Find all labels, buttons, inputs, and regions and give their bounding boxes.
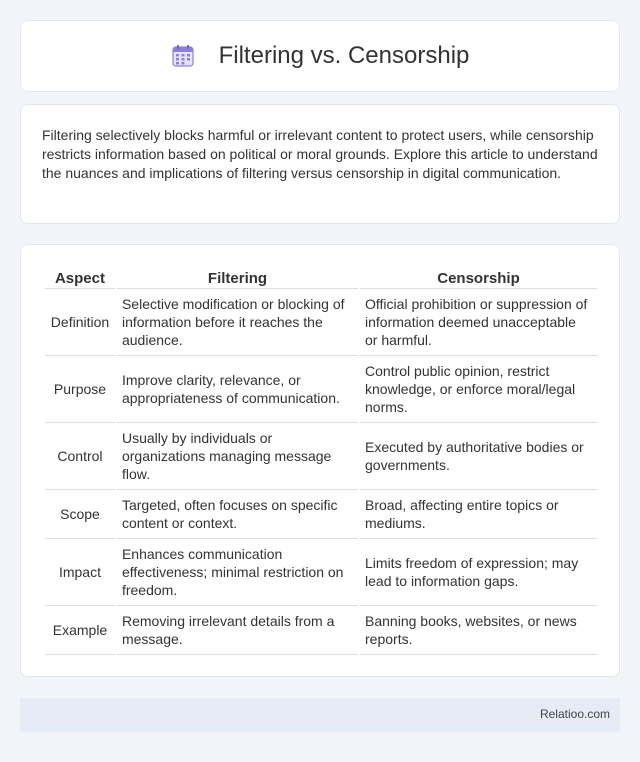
cell-aspect: Control [45,423,115,490]
cell-filtering: Removing irrelevant details from a message. [117,606,358,655]
page-title: Filtering vs. Censorship [218,42,470,69]
cell-aspect: Definition [45,289,115,356]
intro-text: Filtering selectively blocks harmful or irrelevant content to protect users, while censorship restricts information based on political or moral grounds. Explore this article to understand the nuances and implications of filtering versus censorship in digital communication. [42,127,598,181]
table-row [45,606,597,655]
cell-censorship: Executed by authoritative bodies or governments. [360,423,597,490]
cell-censorship: Banning books, websites, or news reports. [360,606,597,655]
header-filtering: Filtering [117,265,358,289]
comparison-card [20,244,620,677]
cell-aspect: Example [45,606,115,655]
cell-filtering: Selective modification or blocking of information before it reaches the audience. [117,289,358,356]
table-row [45,423,597,490]
header-aspect: Aspect [45,265,115,289]
cell-aspect: Scope [45,490,115,539]
title-card [20,20,620,92]
table-row [45,490,597,539]
table-row [45,289,597,356]
cell-censorship: Official prohibition or suppression of information deemed unacceptable or harmful. [360,289,597,356]
cell-censorship: Broad, affecting entire topics or mediums. [360,490,597,539]
header-censorship: Censorship [360,265,597,289]
table-row [45,539,597,606]
footer [20,698,620,732]
title-row [21,21,619,91]
intro-card [20,104,620,224]
cell-aspect: Impact [45,539,115,606]
cell-censorship: Control public opinion, restrict knowledge, or enforce moral/legal norms. [360,356,597,423]
cell-filtering: Targeted, often focuses on specific content or context. [117,490,358,539]
comparison-table [43,265,599,655]
cell-filtering: Usually by individuals or organizations managing message flow. [117,423,358,490]
table-row [45,356,597,423]
cell-filtering: Enhances communication effectiveness; minimal restriction on freedom. [117,539,358,606]
calendar-icon [171,44,195,68]
footer-brand: Relatioo.com [539,707,610,721]
cell-aspect: Purpose [45,356,115,423]
cell-censorship: Limits freedom of expression; may lead to information gaps. [360,539,597,606]
cell-filtering: Improve clarity, relevance, or appropriateness of communication. [117,356,358,423]
table-header-row [45,265,597,289]
